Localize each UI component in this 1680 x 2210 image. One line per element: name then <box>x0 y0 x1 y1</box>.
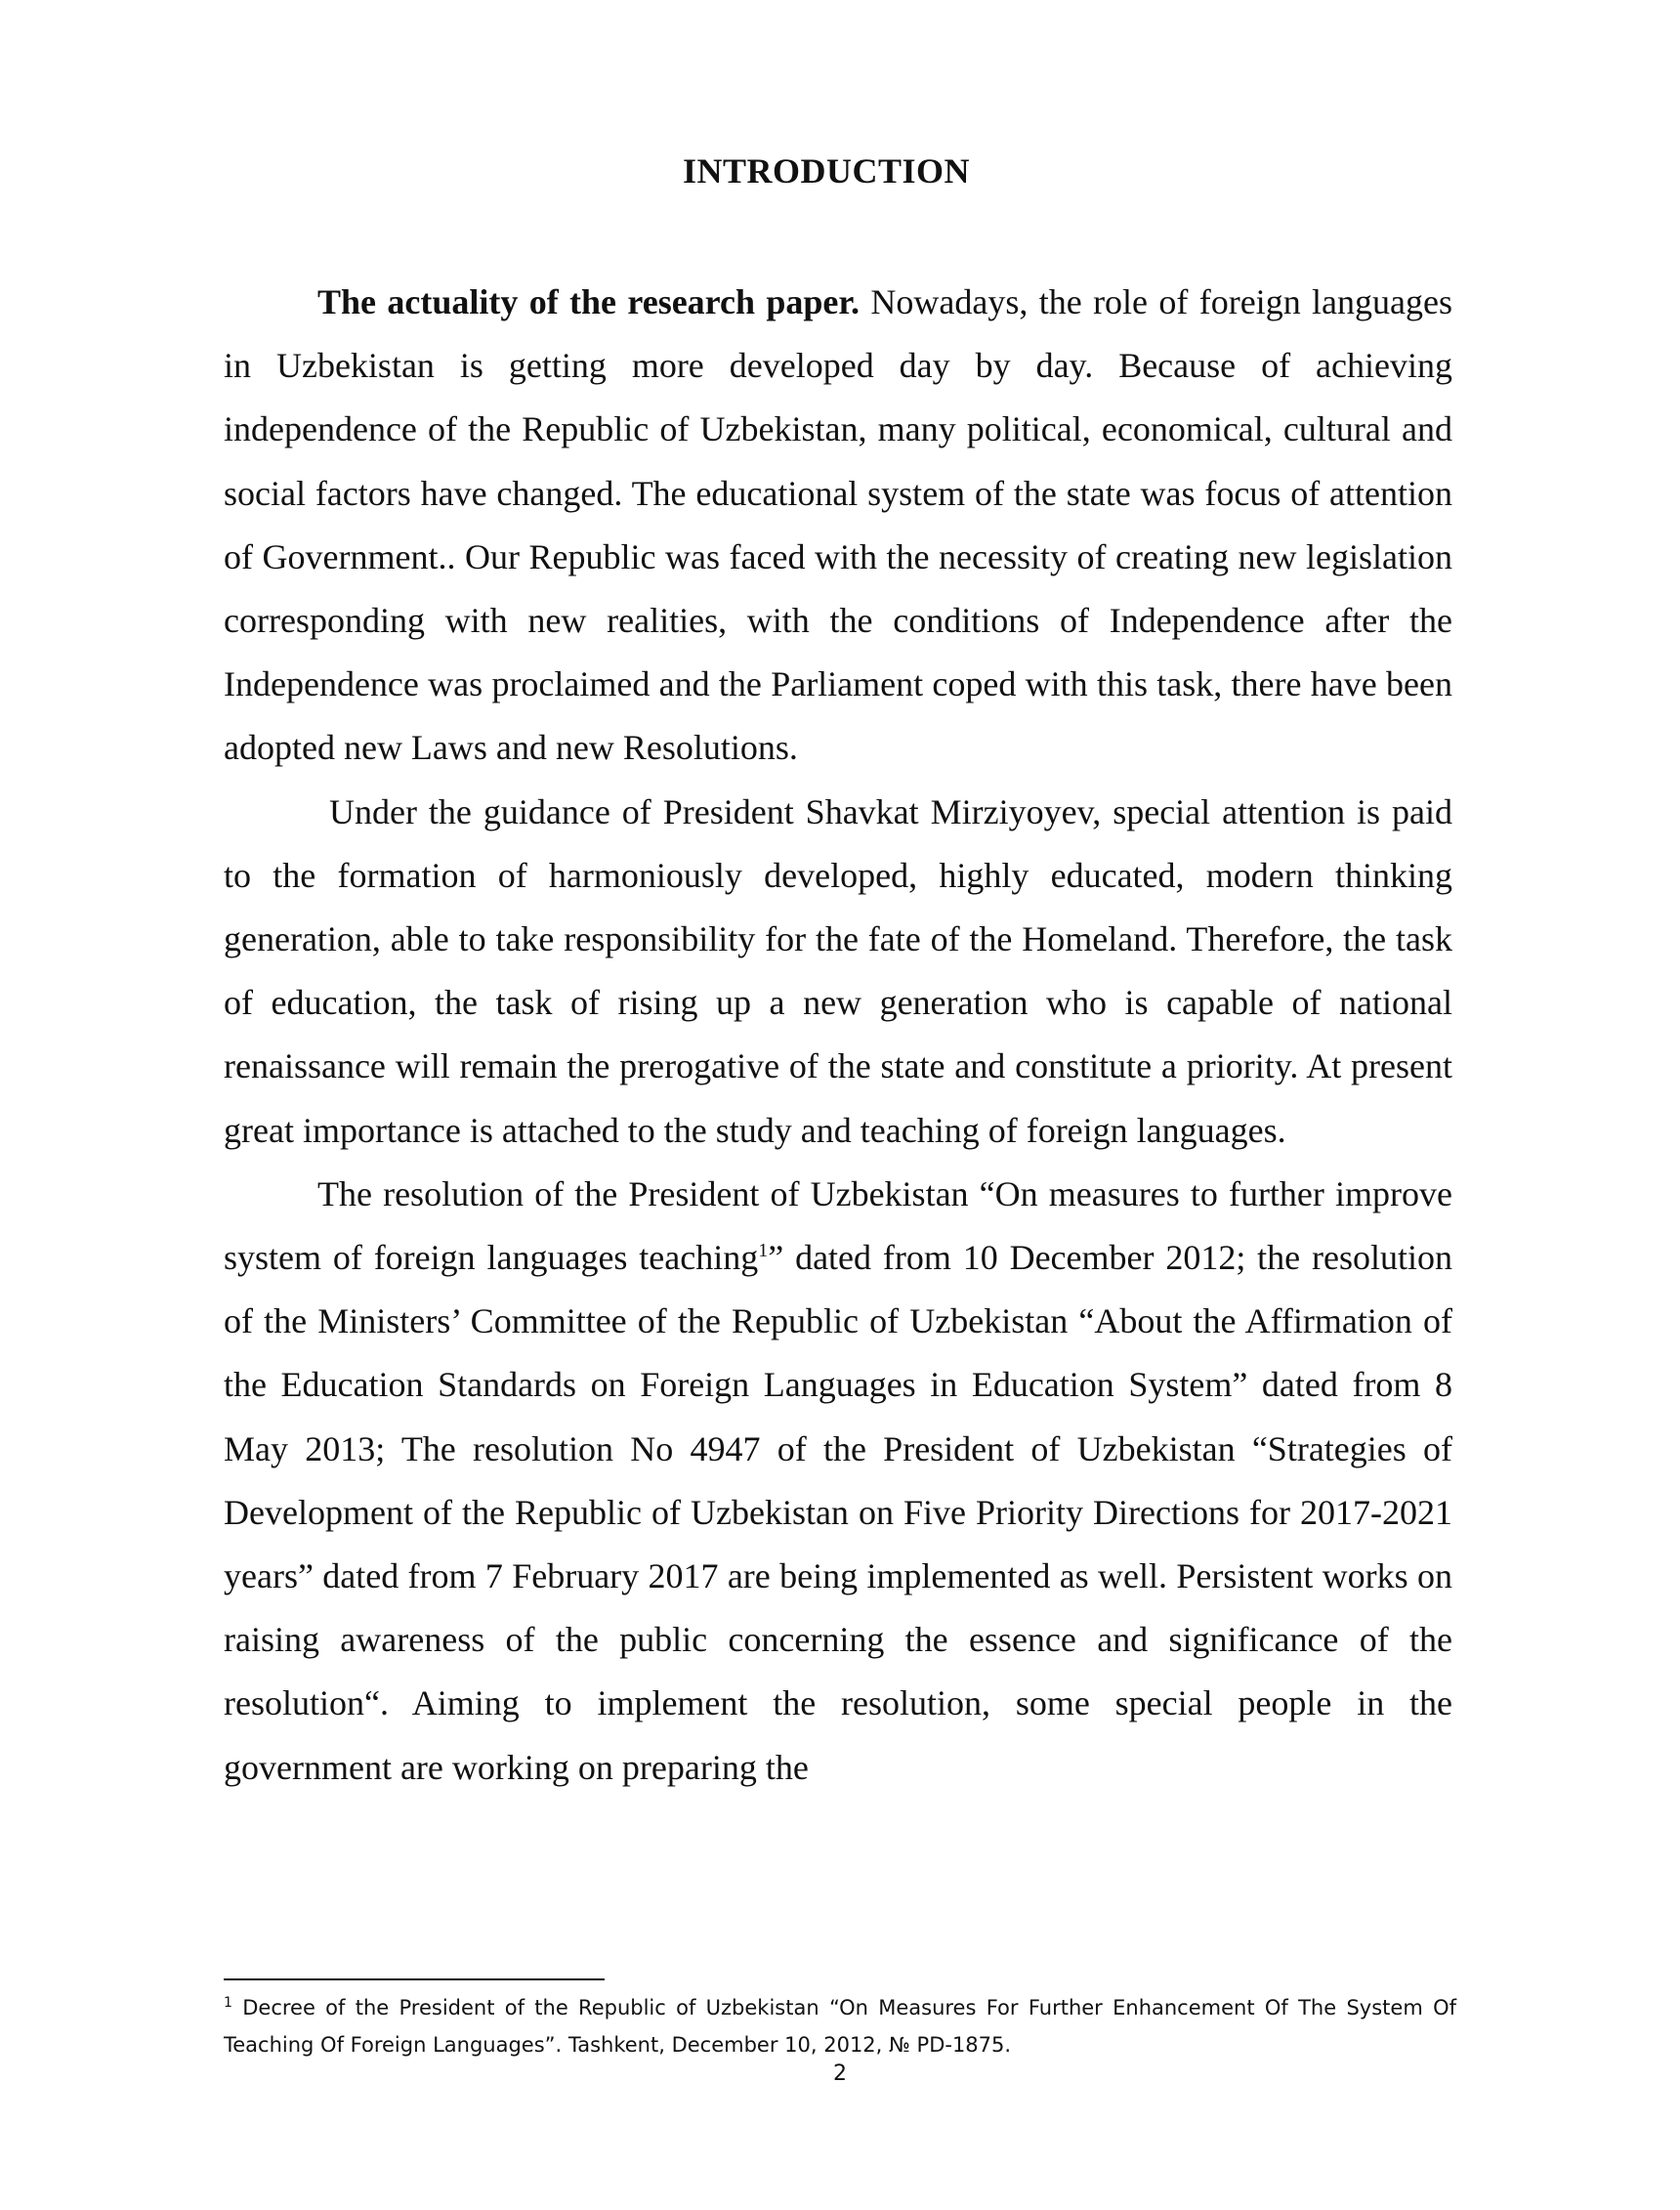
footnote-separator <box>224 1978 605 1980</box>
paragraph-actuality <box>224 271 1452 781</box>
page-number: 2 <box>833 2061 847 2086</box>
footnote-reference[interactable]: 1 <box>758 1240 769 1262</box>
footnote-text: Decree of the President of the Republic of Uzbekistan “On Measures For Further Enhancement Of The System Of Teaching Of Foreign Languages”. Tashkent, December 10, 2012, № PD-1875. <box>224 1996 1456 2057</box>
paragraph-text: The resolution of the President of Uzbekistan “On measures to further improve system of foreign languages teaching <box>224 1173 1452 1278</box>
page-title: INTRODUCTION <box>682 151 971 191</box>
footnote <box>224 1989 1456 2063</box>
footnote-number: 1 <box>224 1995 232 2011</box>
body-text <box>224 271 1452 1787</box>
paragraph-guidance <box>224 781 1452 1163</box>
paragraph-text: Under the guidance of President Shavkat Mirziyoyev, special attention is paid to the formation of harmoniously developed, highly educated, modern thinking generation, able to take responsibility for the fate of the Homeland. Therefore, the task of education, the task of rising up a new generation who is capable of national renaissance will remain the prerogative of the state and constitute a priority. At present great importance is attached to the study and teaching of foreign languages. <box>224 791 1452 1150</box>
paragraph-lead: The actuality of the research paper. <box>317 282 861 321</box>
paragraph-resolution <box>224 1163 1452 1787</box>
paragraph-text: Nowadays, the role of foreign languages in Uzbekistan is getting more developed day by day. Because of achieving independence of the Republic of Uzbekistan, many political, economical, cultural and social factors have changed. The educational system of the state was focus of attention of Government.. Our Republic was faced with the necessity of creating new legislation corresponding with new realities, with the conditions of Independence after the Independence was proclaimed and the Parliament coped with this task, there have been adopted new Laws and new Resolutions. <box>224 282 1452 768</box>
paragraph-text: ” dated from 10 December 2012; the resolution of the Ministers’ Committee of the Republic of Uzbekistan “About the Affirmation of the Education Standards on Foreign Languages in Education System” dated from 8 May 2013; The resolution No 4947 of the President of Uzbekistan “Strategies of Development of the Republic of Uzbekistan on Five Priority Directions for 2017-2021 years” dated from 7 February 2017 are being implemented as well. Persistent works on raising awareness of the public concerning the essence and significance of the resolution“. Aiming to implement the resolution, some special people in the government are working on preparing the <box>224 1238 1452 1787</box>
